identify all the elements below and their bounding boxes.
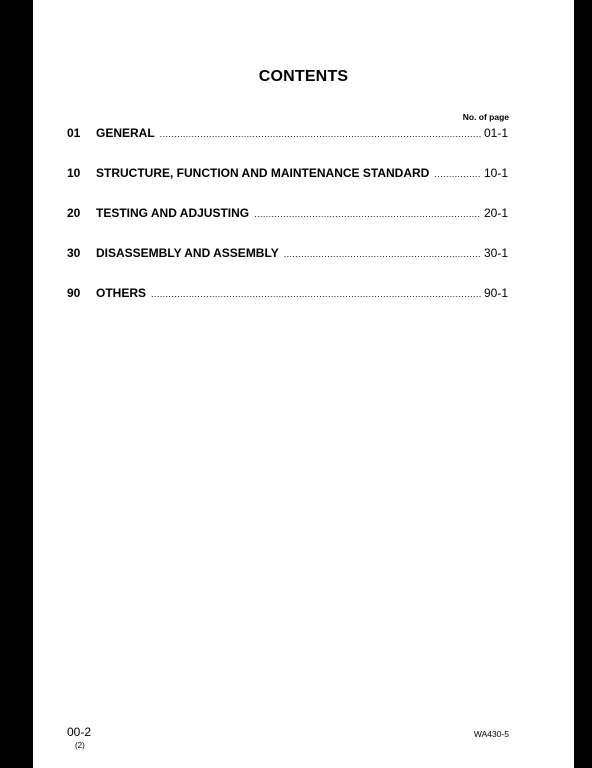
toc-entry-title: OTHERS xyxy=(96,286,147,300)
dot-leader xyxy=(434,166,481,182)
page-column-label: No. of page xyxy=(462,112,509,122)
toc-entry-general[interactable] xyxy=(67,125,508,141)
toc-entry-number: 10 xyxy=(67,166,81,180)
dot-leader xyxy=(254,206,481,222)
toc-entry-title: DISASSEMBLY AND ASSEMBLY xyxy=(96,246,279,260)
toc-entry-title: TESTING AND ADJUSTING xyxy=(96,206,250,220)
toc-entry-page: 01-1 xyxy=(483,126,508,140)
toc-entry-others[interactable] xyxy=(67,285,508,301)
toc-entry-page: 90-1 xyxy=(483,286,508,300)
toc-entry-page: 10-1 xyxy=(483,166,508,180)
toc-entry-number: 20 xyxy=(67,206,81,220)
toc-entry-number: 01 xyxy=(67,126,81,140)
footer-model: WA430-5 xyxy=(473,729,509,739)
toc-entry-testing[interactable] xyxy=(67,205,508,221)
document-page xyxy=(33,0,574,768)
toc-entry-page: 30-1 xyxy=(483,246,508,260)
toc-entry-number: 90 xyxy=(67,286,81,300)
footer-page-number: 00-2 xyxy=(67,725,92,739)
dot-leader xyxy=(151,286,481,302)
footer-revision: (2) xyxy=(75,741,85,750)
toc-entry-page: 20-1 xyxy=(483,206,508,220)
toc-entry-disassembly[interactable] xyxy=(67,245,508,261)
dot-leader xyxy=(284,246,481,262)
toc-entry-number: 30 xyxy=(67,246,81,260)
toc-entry-structure[interactable] xyxy=(67,165,508,181)
toc-entry-title: STRUCTURE, FUNCTION AND MAINTENANCE STANDARD xyxy=(96,166,430,180)
page-title: CONTENTS xyxy=(258,68,349,85)
toc-entry-title: GENERAL xyxy=(96,126,155,140)
dot-leader xyxy=(160,126,481,142)
